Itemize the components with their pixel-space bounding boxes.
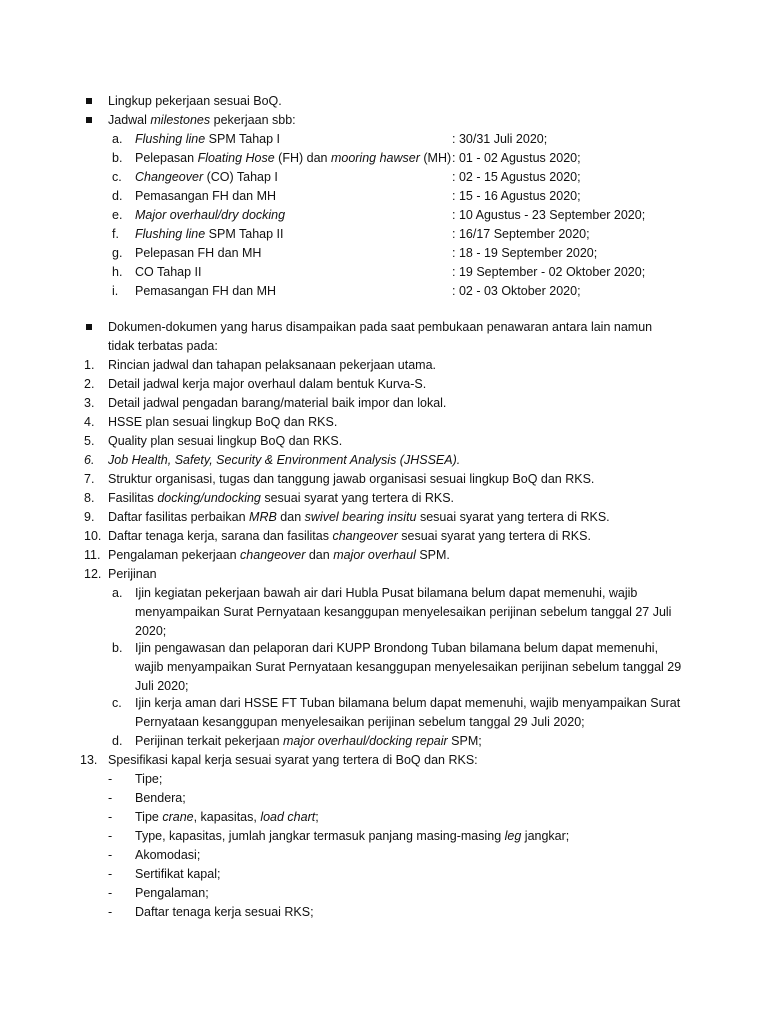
- milestone-date: : 01 - 02 Agustus 2020;: [452, 151, 581, 165]
- bullet-square-icon: [86, 98, 92, 104]
- milestone-date: : 02 - 03 Oktober 2020;: [452, 284, 581, 298]
- milestone-date: : 18 - 19 September 2020;: [452, 246, 598, 260]
- bullet-square-icon: [86, 117, 92, 123]
- document-page: Lingkup pekerjaan sesuai BoQ. Jadwal milestones pekerjaan sbb: a. Flushing line SPM Tahap I : 30/31 Juli 2020; b. Pelepasan Floating Hose (FH) dan mooring hawser (MH) : 01 - 02 Agustus 2020; c. Changeover (CO) Tahap I : 02 - 15 Agustus 2020; d. Pemasangan FH dan MH : 15 - 16 Agustus 2020; e. Major overhaul/dry docking : 10 Agustus - 23 September 2020; f. Flushing line SPM Tahap II : 16/17 September 2020; g. Pelepasan FH dan MH : 18 - 19 September 2020; h. CO Tahap II : 19 September - 02 Oktober 2020; i. Pemasangan FH dan MH : 02 - 03 Oktober 2020; Dokumen-dokumen yang harus disampaikan pada saat pembukaan penawaran antara lain namun tidak terbatas pada: 1. Rincian jadwal dan tahapan pelaksanaan pekerjaan utama. 2. Detail jadwal kerja major overhaul dalam bentuk Kurva-S. 3. Detail jadwal pengadan barang/material baik impor dan lokal. 4. HSSE plan sesuai lingkup BoQ dan RKS. 5. Quality plan sesuai lingkup BoQ dan RKS. 6. Job Health, Safety, Security & Environment Analysis (JHSSEA). 7. Struktur organisasi, tugas dan tanggung jawab organisasi sesuai lingkup BoQ dan RKS. 8. Fasilitas docking/undocking sesuai syarat yang tertera di RKS. 9. Daftar fasilitas perbaikan MRB dan swivel bearing insitu sesuai syarat yang tertera di RKS. 10. Daftar tenaga kerja, sarana dan fasilitas changeover sesuai syarat yang tertera di RKS. 11. Pengalaman pekerjaan changeover dan major overhaul SPM. 12. Perijinan a. Ijin kegiatan pekerjaan bawah air dari Hubla Pusat bilamana belum dapat memenuhi, wajib menyampaikan Surat Pernyataan kesanggupan menyelesaikan perijinan sebelum tanggal 27 Juli 2020; b. Ijin pengawasan dan pelaporan dari KUPP Brondong Tuban bilamana belum dapat memenuhi, wajib menyampaikan Surat Pernyataan kesanggupan menyelesaikan perijinan sebelum tanggal 29 Juli 2020; c. Ijin kerja aman dari HSSE FT Tuban bilamana belum dapat memenuhi, wajib menyampaikan Surat Pernyataan kesanggupan menyelesaikan perijinan sebelum tanggal 29 Juli 2020; d. Perijinan terkait pekerjaan major overhaul/docking repair SPM; 13. Spesifikasi kapal kerja sesuai syarat yang tertera di BoQ dan RKS: - Tipe; - Bendera; - Tipe crane, kapasitas, load chart; - Type, kapasitas, jumlah jangkar termasuk panjang masing-masing leg jangkar; - Akomodasi; - Sertifikat kapal; - Pengalaman; - Daftar tenaga kerja sesuai RKS;: [0, 0, 768, 1024]
- milestone-date: : 19 September - 02 Oktober 2020;: [452, 265, 646, 279]
- bullet-scope: [0, 92, 768, 111]
- milestone-date: : 02 - 15 Agustus 2020;: [452, 170, 581, 184]
- bullet-documents: Dokumen-dokumen yang harus disampaikan pada saat pembukaan penawaran antara lain namun: [0, 318, 768, 337]
- milestone-date: : 30/31 Juli 2020;: [452, 132, 548, 146]
- scope-text: Lingkup pekerjaan sesuai BoQ.: [108, 94, 282, 108]
- bullet-square-icon: [86, 324, 92, 330]
- bullet-milestones: [0, 111, 768, 130]
- milestones-heading: Jadwal milestones pekerjaan sbb:: [108, 113, 296, 127]
- milestone-date: : 15 - 16 Agustus 2020;: [452, 189, 581, 203]
- milestone-date: : 10 Agustus - 23 September 2020;: [452, 208, 646, 222]
- milestone-date: : 16/17 September 2020;: [452, 227, 590, 241]
